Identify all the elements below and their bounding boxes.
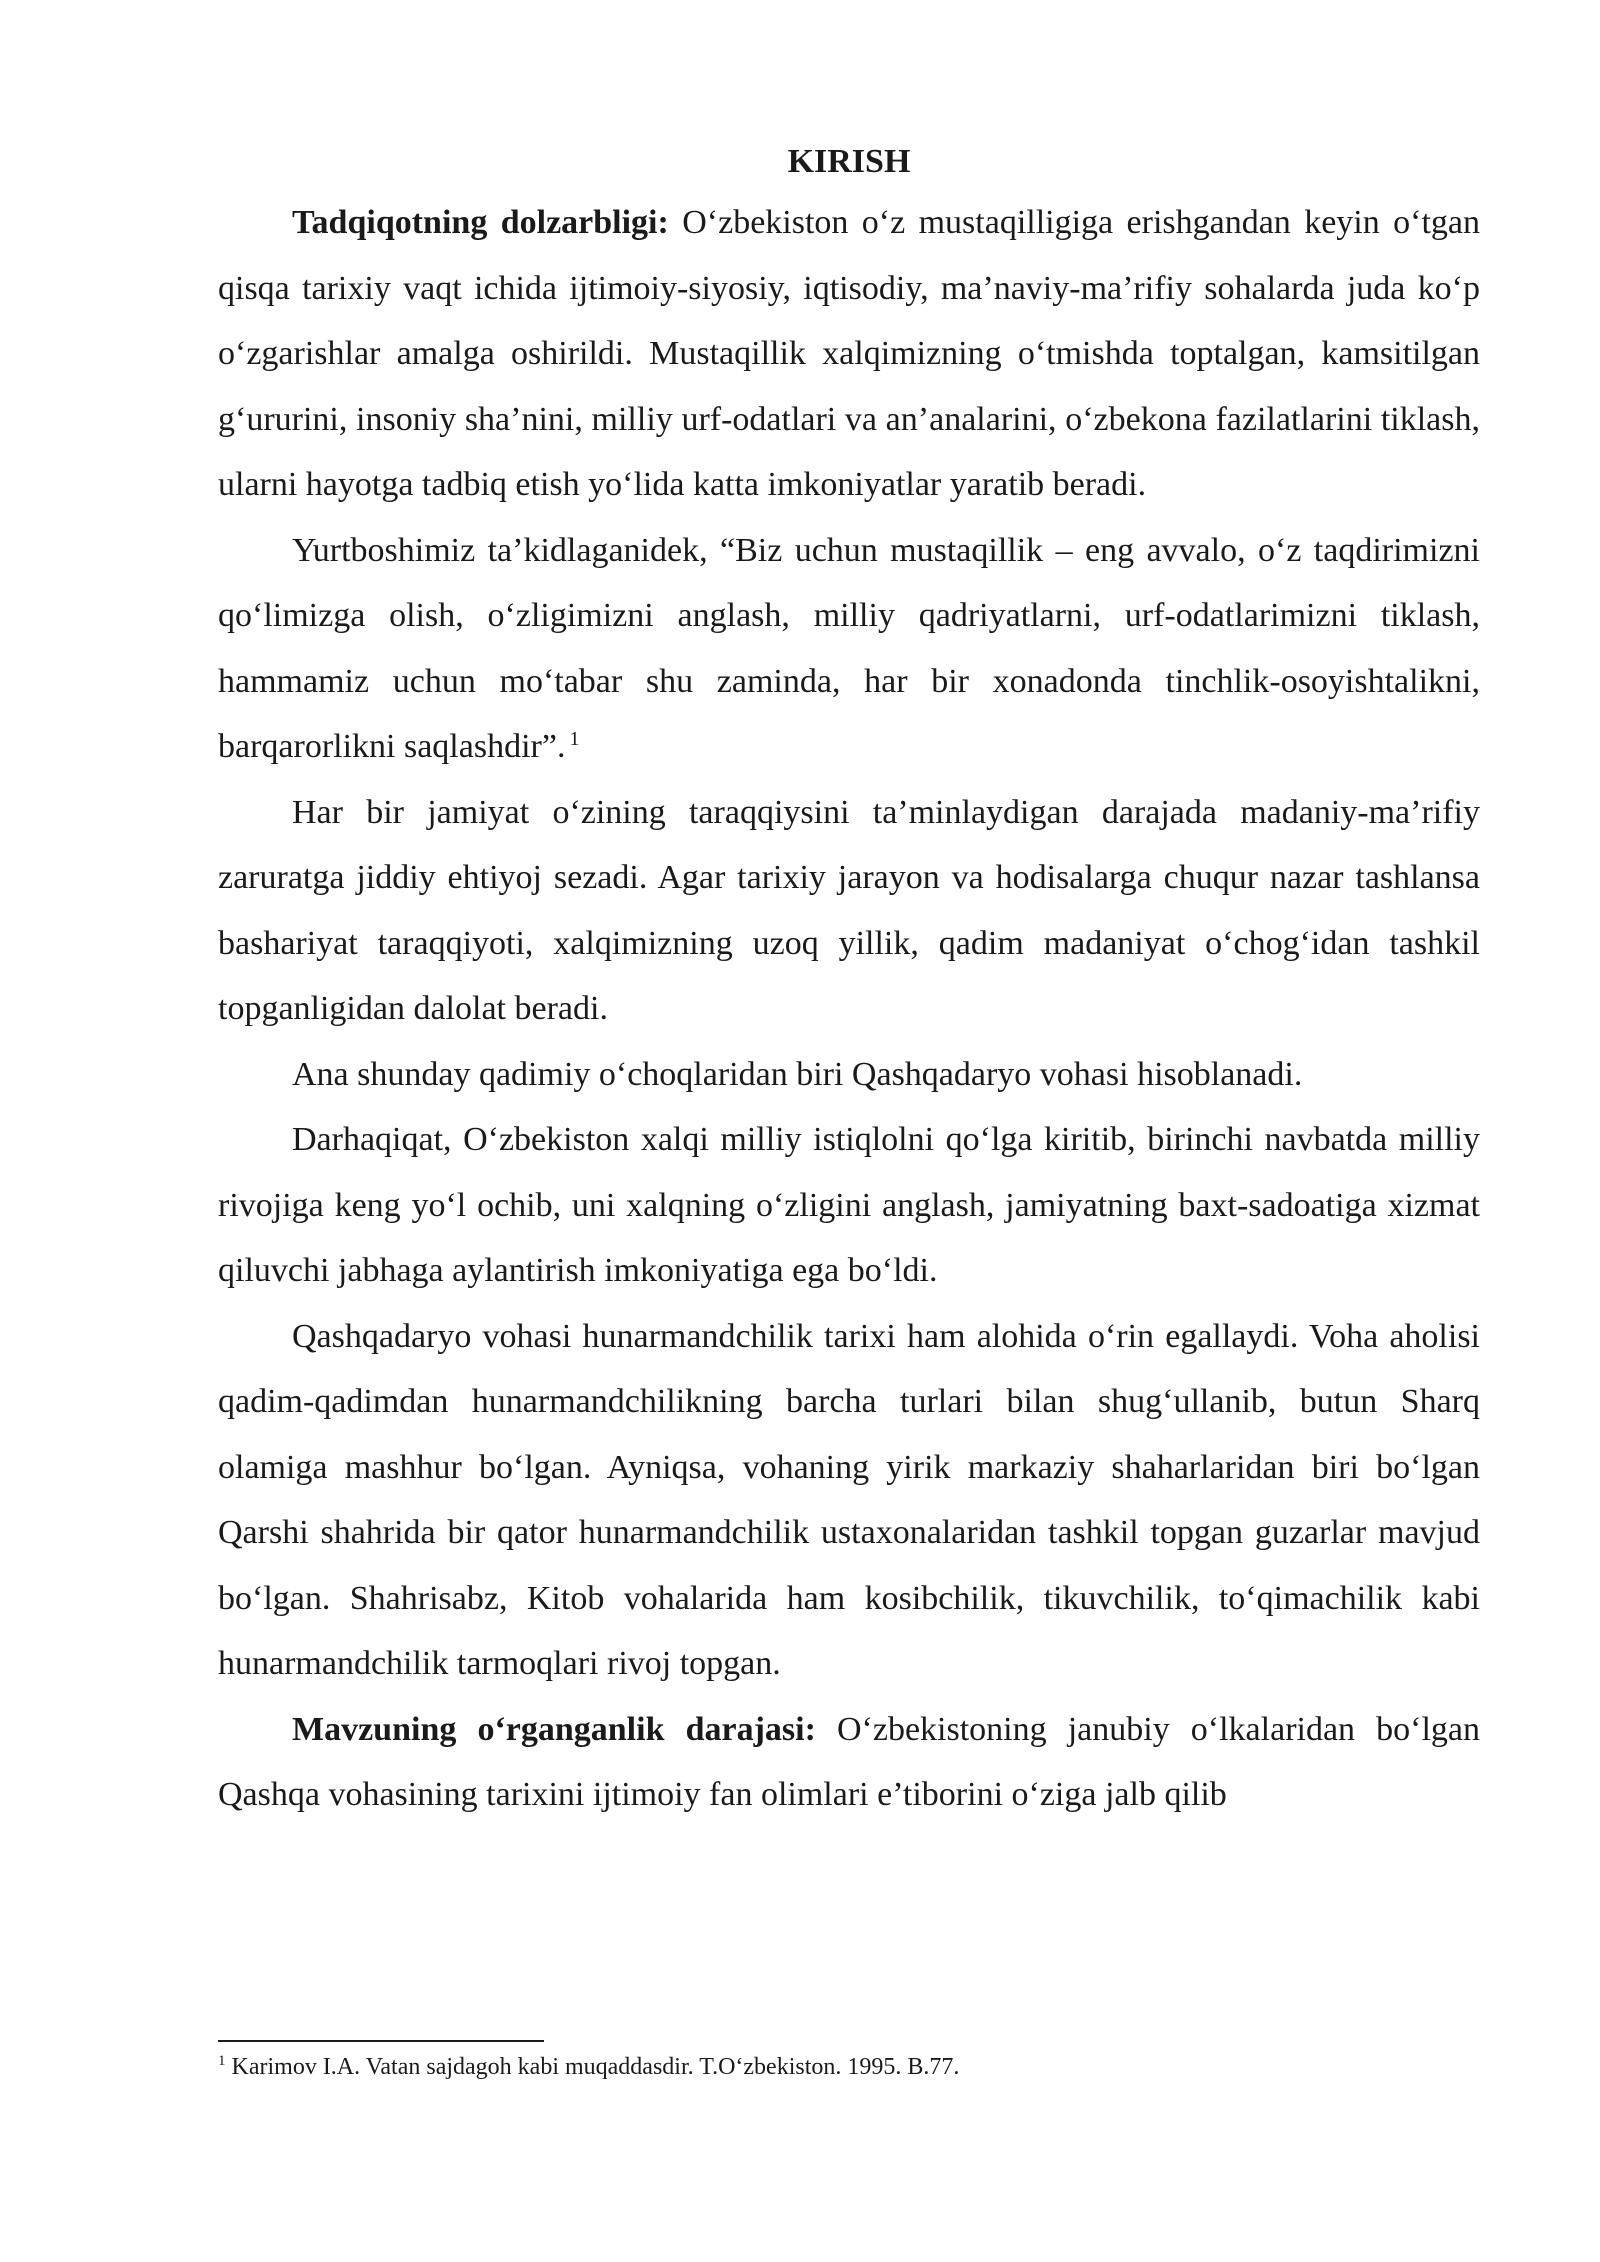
paragraph-lead: Tadqiqotning dolzarbligi: [292, 204, 669, 241]
paragraph-independence [218, 1107, 1480, 1304]
paragraph-crafts [218, 1304, 1480, 1697]
footnote [218, 2050, 1480, 2084]
footnote-number: 1 [218, 2053, 226, 2069]
paragraph-society [218, 780, 1480, 1042]
document-body [218, 134, 1480, 1828]
paragraph-text: Yurtboshimiz ta’kidlaganidek, “Biz uchun mustaqillik – eng avvalo, o‘z taqdirimizni qo‘limizga olish, o‘zligimizni anglash, milliy qadriyatlarni, urf-odatlarimizni tiklash, hammamiz uchun mo‘tabar shu zaminda, har bir xonadonda tinchlik-osoyishtalikni, barqarorlikni saqlashdir”. [218, 531, 1480, 765]
paragraph-text: O‘zbekiston o‘z mustaqilligiga erishgandan keyin o‘tgan qisqa tarixiy vaqt ichida ijtimoiy-siyosiy, iqtisodiy, ma’naviy-ma’rifiy sohalarda juda ko‘p o‘zgarishlar amalga oshirildi. Mustaqillik xalqimizning o‘tmishda toptalgan, kamsitilgan g‘ururini, insoniy sha’nini, milliy urf-odatlari va an’analarini, o‘zbekona fazilatlarini tiklash, ularni hayotga tadbiq etish yo‘lida katta imkoniyatlar yaratib beradi. [218, 204, 1480, 503]
paragraph-text: Ana shunday qadimiy o‘choqlaridan biri Qashqadaryo vohasi hisoblanadi. [292, 1055, 1303, 1093]
paragraph-lead: Mavzuning o‘rganganlik darajasi: [292, 1710, 816, 1748]
paragraph-text: Darhaqiqat, O‘zbekiston xalqi milliy istiqlolni qo‘lga kiritib, birinchi navbatda milliy rivojiga keng yo‘l ochib, uni xalqning o‘zligini anglash, jamiyatning baxt-sadoatiga xizmat qiluvchi jabhaga aylantirish imkoniyatiga ega bo‘ldi. [218, 1121, 1480, 1289]
footnote-text: Karimov I.A. Vatan sajdagoh kabi muqaddasdir. T.O‘zbekiston. 1995. B.77. [231, 2054, 960, 2080]
paragraph-quote [218, 518, 1480, 780]
paragraph-text: O‘zbekistoning janubiy o‘lkalaridan bo‘lgan Qashqa vohasining tarixini ijtimoiy fan olimlari e’tiborini o‘ziga jalb qilib [218, 1710, 1480, 1813]
paragraph-relevance [218, 190, 1480, 518]
paragraph-hearths [218, 1042, 1480, 1108]
footnote-separator [218, 2040, 544, 2042]
page-title: KIRISH [787, 143, 911, 180]
paragraph-text: Har bir jamiyat o‘zining taraqqiysini ta’minlaydigan darajada madaniy-ma’rifiy zaruratga jiddiy ehtiyoj sezadi. Agar tarixiy jarayon va hodisalarga chuqur nazar tashlansa bashariyat taraqqiyoti, xalqimizning uzoq yillik, qadim madaniyat o‘chog‘idan tashkil topganligidan dalolat beradi. [218, 793, 1480, 1027]
footnote-reference[interactable]: 1 [569, 727, 580, 750]
paragraph-text: Qashqadaryo vohasi hunarmandchilik tarixi ham alohida o‘rin egallaydi. Voha aholisi qadim-qadimdan hunarmandchilikning barcha turlari bilan shug‘ullanib, butun Sharq olamiga mashhur bo‘lgan. Ayniqsa, vohaning yirik markaziy shaharlaridan biri bo‘lgan Qarshi shahrida bir qator hunarmandchilik ustaxonalaridan tashkil topgan guzarlar mavjud bo‘lgan. Shahrisabz, Kitob vohalarida ham kosibchilik, tikuvchilik, to‘qimachilik kabi hunarmandchilik tarmoqlari rivoj topgan. [218, 1317, 1480, 1682]
paragraph-study-degree [218, 1697, 1480, 1828]
